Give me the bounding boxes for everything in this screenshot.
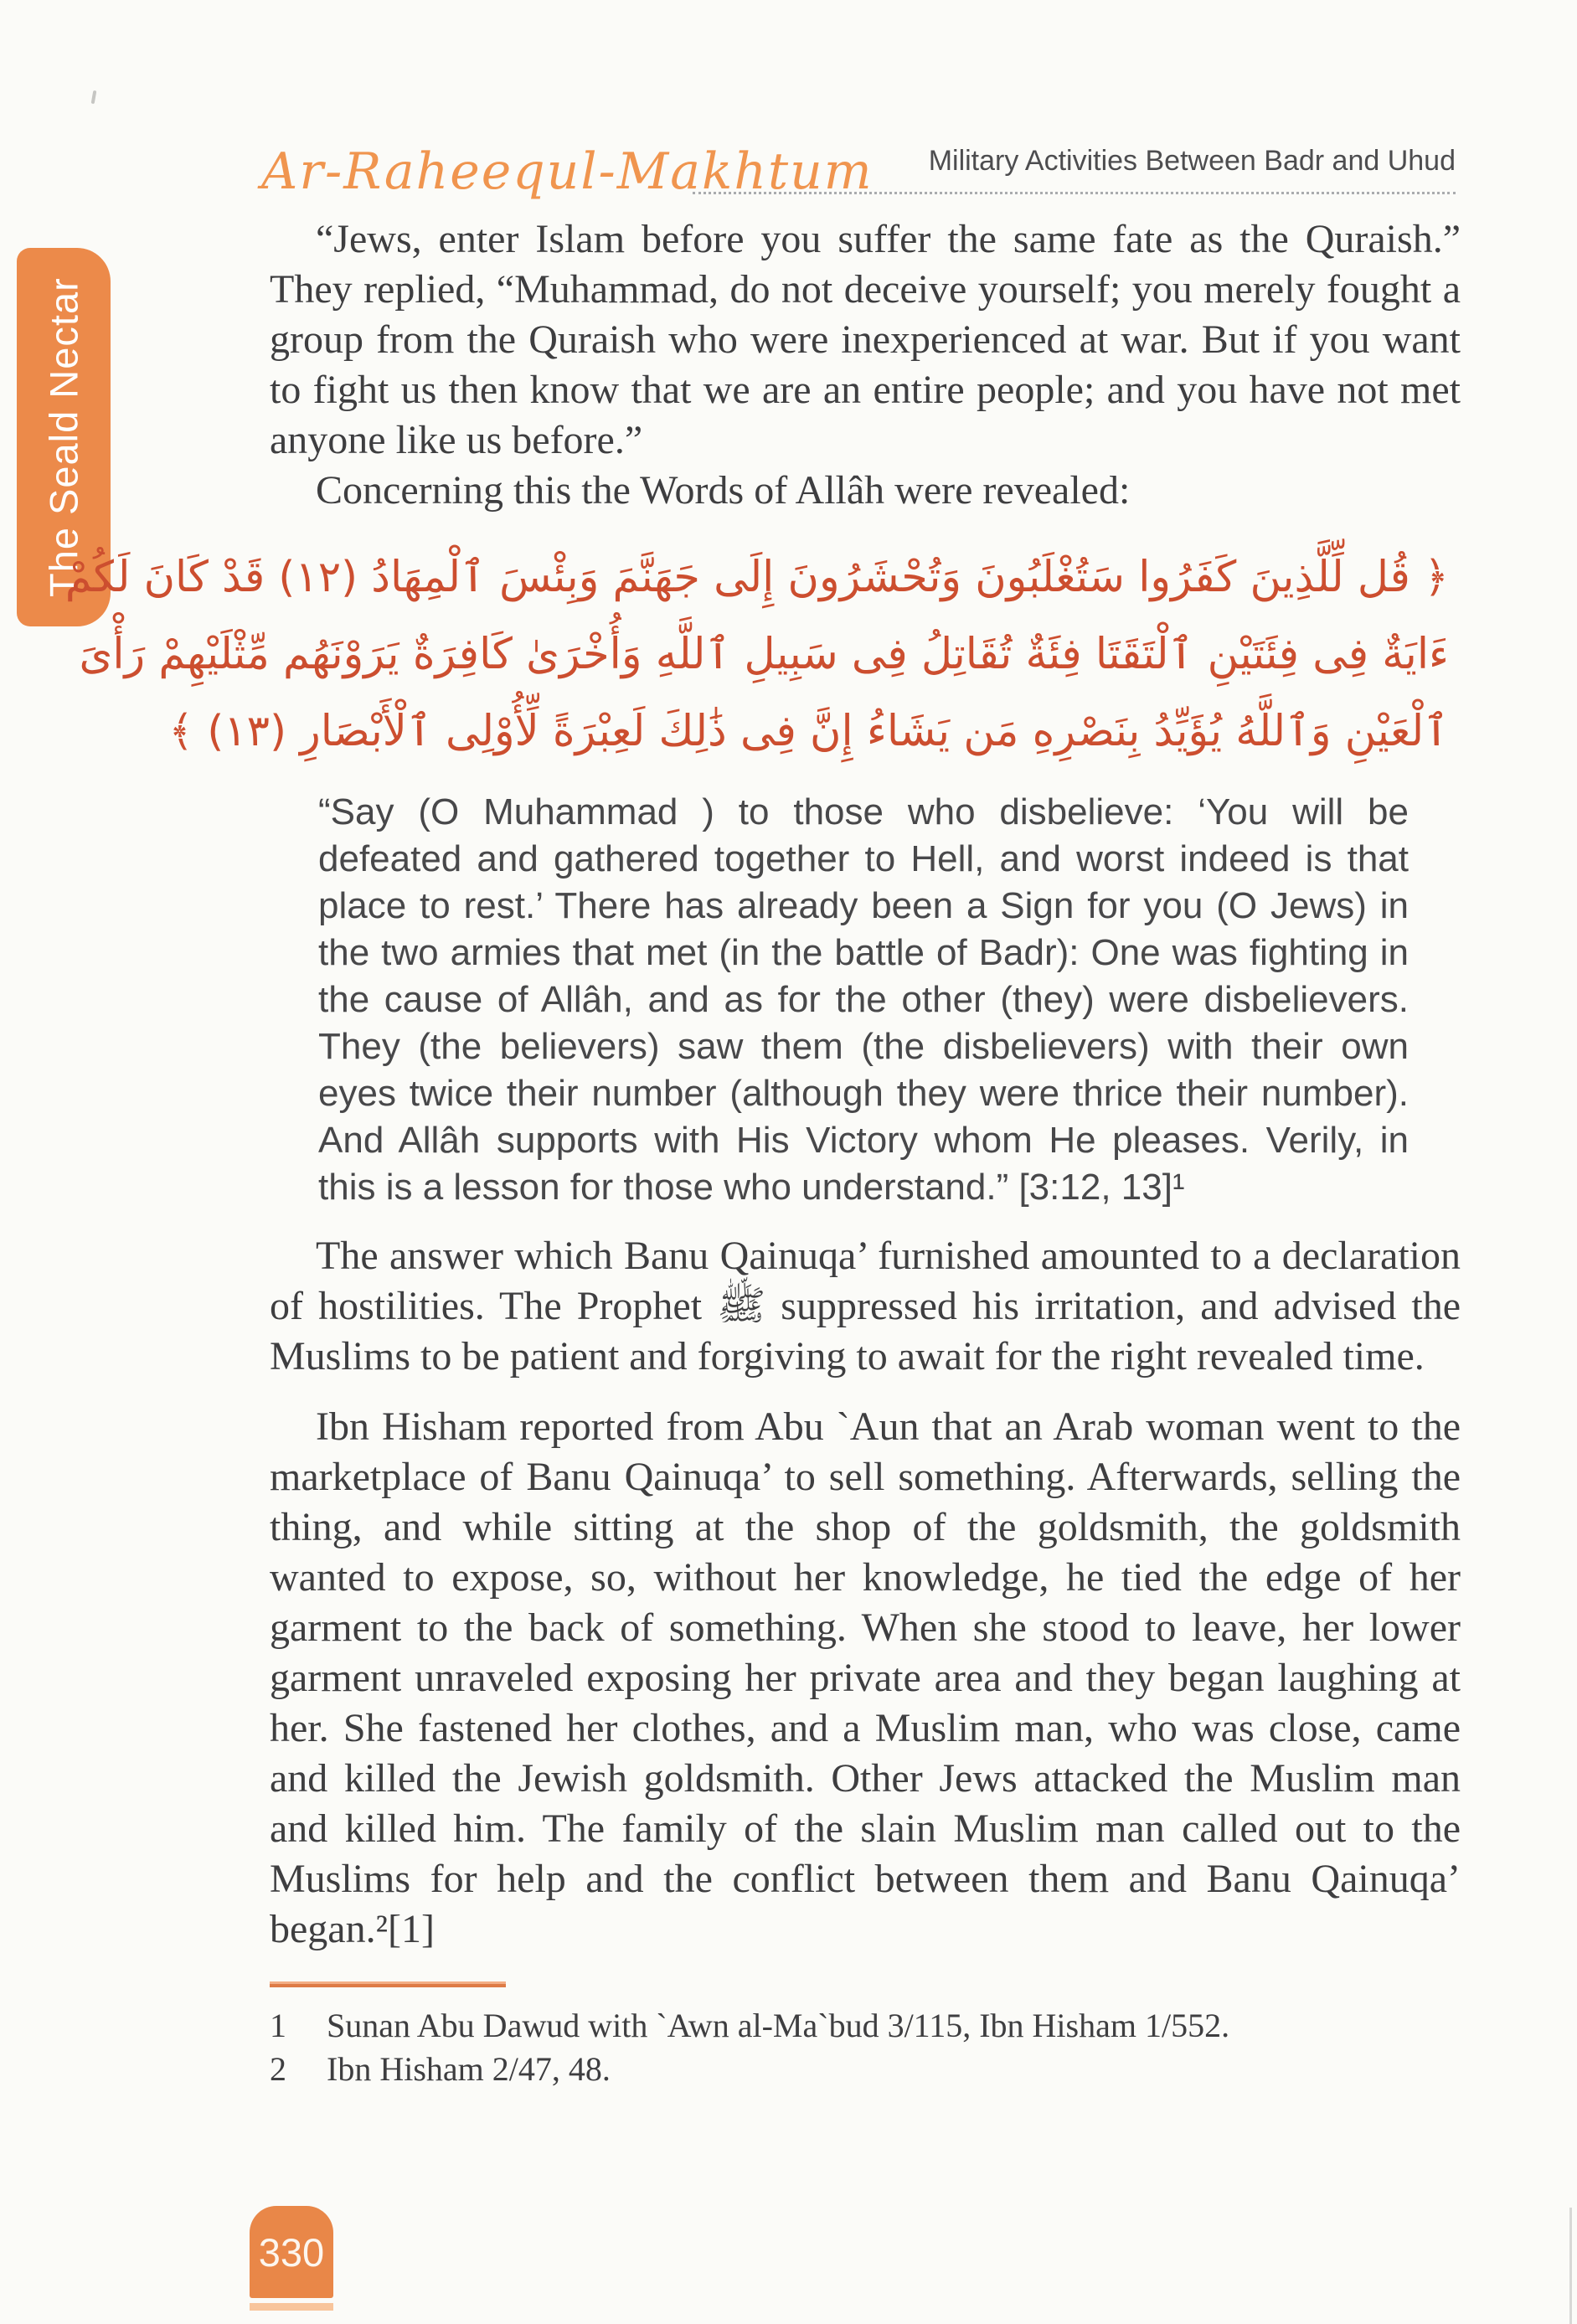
- paragraph-jews-ultimatum: “Jews, enter Islam before you suffer the same fate as the Quraish.” They replied, “Muhammad, do not deceive yourself; you merely fought a group from the Quraish who were inexperienced at war. But if you want to fight us then know that we are an entire people; and you have not met anyone like us before.”: [270, 217, 1461, 462]
- footnote-2: [270, 2048, 1461, 2091]
- scan-speck: [91, 90, 97, 104]
- book-title-script: Ar-Raheequl-Makhtum: [261, 142, 874, 201]
- page-number: 330: [258, 2229, 325, 2275]
- footnote-1: [270, 2004, 1461, 2048]
- side-tab-label: The Seald Nectar: [41, 277, 86, 597]
- paragraph-declaration-of-hostilities: The answer which Banu Qainuqa’ furnished amounted to a declaration of hostilities. The Prophet ﷺ suppressed his irritation, and advised the Muslims to be patient and forgiving to await for the right revealed time.: [270, 1234, 1461, 1378]
- quran-arabic-line-2: ءَايَةٌ فِى فِئَتَيْنِ ٱلْتَقَتَا فِئَةٌ تُقَاتِلُ فِى سَبِيلِ ٱللَّهِ وَأُخْرَىٰ كَافِرَةٌ يَرَوْنَهُم مِّثْلَيْهِمْ رَأْىَ: [79, 630, 1449, 679]
- paragraph-ibn-hisham-report: Ibn Hisham reported from Abu `Aun that an Arab woman went to the marketplace of Banu Qainuqa’ to sell something. Afterwards, selling the thing, and while sitting at the shop of the goldsmith, the goldsmith wanted to expose, so, without her knowledge, he tied the edge of her garment to the back of something. When she stood to leave, her lower garment unraveled exposing her private area and they began laughing at her. She fastened her clothes, and a Muslim man, who was close, came and killed the Jewish goldsmith. Other Jews attacked the Muslim man and killed him. The family of the slain Muslim man called out to the Muslims for help and the conflict between them and Banu Qainuqa’ began.²[1]: [270, 1404, 1461, 1951]
- page-body: [64, 214, 1461, 2091]
- quran-arabic-line-1: ﴿ قُل لِّلَّذِينَ كَفَرُوا سَتُغْلَبُونَ وَتُحْشَرُونَ إِلَى جَهَنَّمَ وَبِئْسَ ٱلْمِهَادُ (١٢) قَدْ كَانَ لَكُمْ: [64, 553, 1449, 602]
- page-header: [261, 116, 1457, 201]
- footnote-separator-rule: [270, 1981, 506, 1987]
- footnote-1-number: 1: [270, 2007, 286, 2044]
- footnotes-section: [270, 1981, 1461, 2091]
- footnote-2-number: 2: [270, 2050, 286, 2088]
- footnote-1-text: Sunan Abu Dawud with `Awn al-Ma`bud 3/115, Ibn Hisham 1/552.: [327, 2007, 1230, 2044]
- header-dotted-rule: [693, 192, 1456, 194]
- chapter-title: Military Activities Between Badr and Uhud: [928, 145, 1456, 177]
- paragraph-revelation-intro: Concerning this the Words of Allâh were revealed:: [316, 468, 1131, 513]
- quran-verse-arabic: [64, 539, 1449, 770]
- footnote-2-text: Ibn Hisham 2/47, 48.: [327, 2050, 611, 2088]
- page-number-badge-strip: [250, 2303, 333, 2311]
- quran-arabic-line-3: ٱلْعَيْنِ وَٱللَّهُ يُؤَيِّدُ بِنَصْرِهِ مَن يَشَاءُ إِنَّ فِى ذَٰلِكَ لَعِبْرَةً لِّأُوْلِى ٱلْأَبْصَارِ (١٣) ﴾: [168, 707, 1449, 756]
- page-number-badge: [250, 2206, 333, 2298]
- page-edge-shadow: [1569, 2208, 1572, 2324]
- quran-verse-translation: “Say (O Muhammad ) to those who disbelieve: ‘You will be defeated and gathered together to Hell, and worst indeed is that place to rest.’ There has already been a Sign for you (O Jews) in the two armies that met (in the battle of Badr): One was fighting in the cause of Allâh, and as for the other (they) were disbelievers. They (the believers) saw them (the disbelievers) with their own eyes twice their number (although they were thrice their number). And Allâh supports with His Victory whom He pleases. Verily, in this is a lesson for those who understand.” [3:12, 13]¹: [318, 791, 1409, 1208]
